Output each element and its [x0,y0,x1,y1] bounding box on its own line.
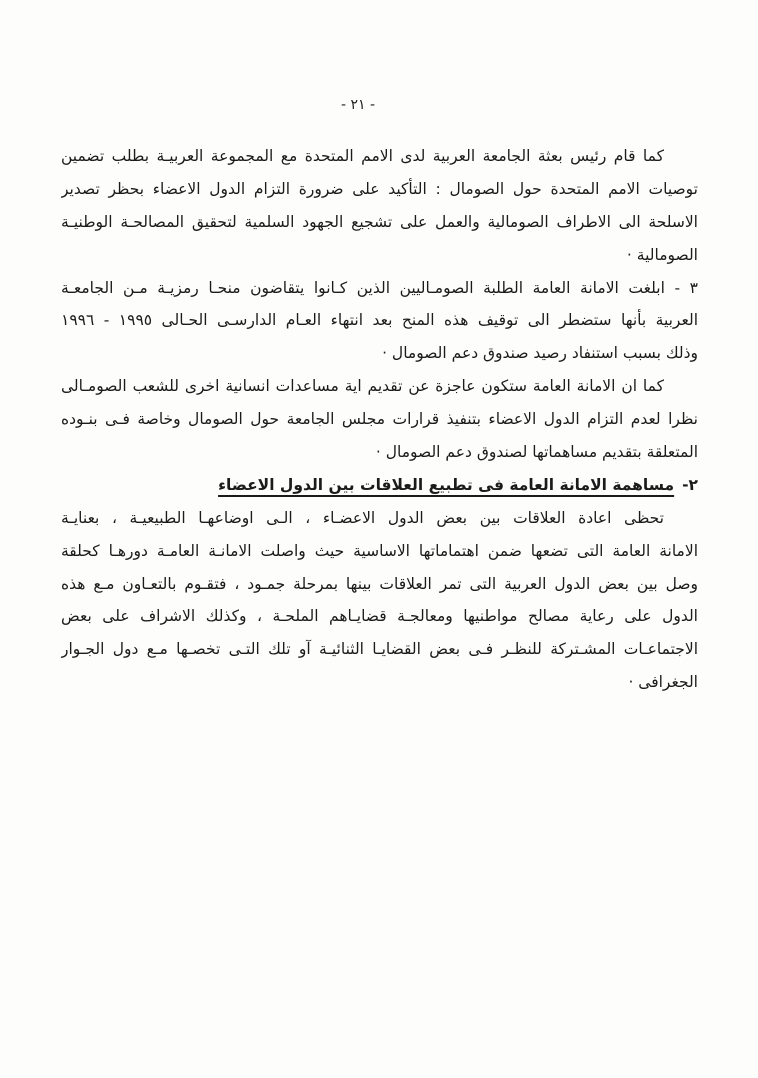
text-line: نظرا لعدم التزام الدول الاعضاء بتنفيذ قرارات مجلس الجامعة حول الصومال وخاصة فـى بنـوده [61,410,698,429]
text-line: الصومالية · [626,245,698,264]
section-number: ٢- [682,475,698,494]
section-heading [61,469,698,502]
text-line: الامانة العامة التى تضعها ضمن اهتماماتها الاساسية حيث واصلت الامانـة العامـة دورهـا كحلقة [61,541,698,560]
text-line: وذلك بسبب استنفاد رصيد صندوق دعم الصومال · [382,344,698,363]
text-line: الدول على رعاية مصالح مواطنيها ومعالجـة قضايـاهم الملحـة ، وكذلك الاشراف على بعض [61,607,698,626]
text-line: كما ان الامانة العامة ستكون عاجزة عن تقديم اية مساعدات انسانية اخرى للشعب الصومـالى [61,377,664,396]
text-line: ٣ - ابلغت الامانة العامة الطلبة الصومـاليين الذين كـانوا يتقاضون منحـا رمزيـة مـن الجامعـة [61,278,698,297]
text-line: الجغرافى · [628,673,698,692]
document-body [61,140,698,699]
text-line: توصيات الامم المتحدة حول الصومال : التأكيد على ضرورة التزام الدول الاعضاء بحظر تصدير [61,179,698,198]
text-line: الاجتماعـات المشـتركة للنظـر فـى بعض القضايـا الثنائيـة آو تلك التـى تخصـها مـع دول الجـوار [61,640,698,659]
page-number: - ٢١ - [340,97,376,113]
text-line: العربية بأنها ستضطر الى توقيف هذه المنح بعد انتهاء العـام الدارسـى الحـالى ١٩٩٥ - ١٩٩٦ [61,311,698,330]
text-line: كما قام رئيس بعثة الجامعة العربية لدى الامم المتحدة مع المجموعة العربيـة بطلب تضمين [61,147,664,165]
text-line: تحظى اعادة العلاقات بين بعض الدول الاعضـاء ، الـى اوضاعهـا الطبيعيـة ، بعنايـة [61,508,664,527]
text-line: وصل بين بعض الدول العربية التى تمر العلاقات بينها بمرحلة جمـود ، فتقـوم بالتعـاون مـع هذه [61,574,698,593]
section-title: مساهمة الامانة العامة فى تطبيع العلاقات بين الدول الاعضاء [218,475,675,494]
text-line: الاسلحة الى الاطراف الصومالية والعمل على تشجيع الجهود السلمية لتحقيق المصالحـة الوطنيـة [61,212,698,231]
text-line: المتعلقة بتقديم مساهماتها لصندوق دعم الصومال · [375,443,698,462]
